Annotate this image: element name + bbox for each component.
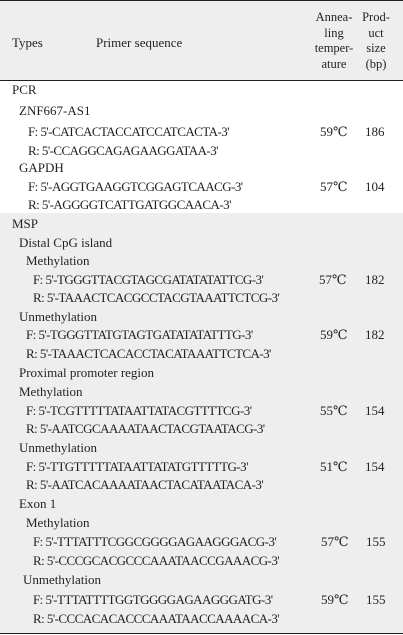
reverse-primer: R: 5'-AATCACAAAATAACTACATAATACA-3'	[26, 477, 264, 492]
header-rule	[0, 80, 403, 81]
pcr-section-label: PCR	[12, 82, 37, 97]
header-annealing-line: ling	[324, 25, 344, 40]
product-size: 104	[365, 179, 385, 194]
product-size: 155	[366, 534, 386, 549]
annealing-temperature: 57℃	[319, 272, 347, 287]
forward-primer: F: 5'-TGGGTTACGTAGCGATATATATTCG-3'	[33, 272, 264, 287]
forward-primer: F: 5'-AGGTGAAGGTCGGAGTCAACG-3'	[28, 179, 243, 194]
reverse-primer: R: 5'-CCAGGCAGAGAAGGATAA-3'	[28, 143, 218, 158]
forward-primer: F: 5'-TGGGTTATGTAGTGATATATATTTG-3'	[26, 327, 253, 342]
header-product-line: uct	[368, 25, 384, 40]
msp-section-label: MSP	[12, 216, 39, 231]
forward-primer: F: 5'-TTTATTTTGGTGGGGAGAAGGGATG-3'	[33, 592, 273, 607]
header-annealing-temperature	[309, 10, 359, 72]
region-name: Distal CpG island	[19, 235, 113, 250]
reverse-primer: R: 5'-TAAACTCACGCCTACGTAAATTCTCG-3'	[33, 290, 280, 305]
gene-name: GAPDH	[19, 160, 64, 175]
bottom-rule	[0, 633, 403, 634]
methylation-status: Unmethylation	[19, 309, 97, 324]
product-size: 186	[365, 124, 385, 139]
header-primer-sequence: Primer sequence	[96, 35, 183, 50]
methylation-status: Unmethylation	[23, 572, 101, 587]
annealing-temperature: 57℃	[321, 534, 349, 549]
header-product-line: Prod-	[362, 10, 390, 24]
region-name: Exon 1	[19, 496, 57, 511]
forward-primer: F: 5'-TTGTTTTTATAATTATATGTTTTTG-3'	[26, 459, 248, 474]
reverse-primer: R: 5'-CCCGCACGCCCAAATAACCGAAACG-3'	[33, 553, 280, 568]
header-types: Types	[12, 35, 43, 50]
annealing-temperature: 59℃	[321, 592, 349, 607]
annealing-temperature: 55℃	[320, 403, 348, 418]
annealing-temperature: 59℃	[320, 327, 348, 342]
product-size: 154	[365, 403, 385, 418]
reverse-primer: R: 5'-CCCACACACCCAAATAACCAAAACA-3'	[33, 611, 280, 626]
gene-name: ZNF667-AS1	[19, 103, 91, 118]
header-product-line: (bp)	[365, 56, 387, 71]
methylation-status: Methylation	[26, 253, 90, 268]
methylation-status: Methylation	[26, 515, 90, 530]
product-size: 155	[366, 592, 386, 607]
methylation-status: Unmethylation	[19, 440, 97, 455]
header-product-size	[361, 10, 391, 72]
header-product-line: size	[366, 41, 386, 55]
product-size: 182	[365, 272, 385, 287]
region-name: Proximal promoter region	[19, 365, 155, 380]
forward-primer: F: 5'-TTTATTTCGGCGGGGAGAAGGGACG-3'	[33, 534, 277, 549]
header-annealing-line: ature	[321, 56, 347, 71]
annealing-temperature: 57℃	[320, 179, 348, 194]
reverse-primer: R: 5'-TAAACTCACACCTACATAAATTCTCA-3'	[26, 346, 271, 361]
reverse-primer: R: 5'-AATCGCAAAATAACTACGTAATACG-3'	[26, 421, 265, 436]
product-size: 154	[365, 459, 385, 474]
methylation-status: Methylation	[19, 384, 83, 399]
header-annealing-line: temper-	[314, 41, 354, 55]
forward-primer: F: 5'-TCGTTTTTATAATTATACGTTTTCG-3'	[26, 403, 252, 418]
annealing-temperature: 59℃	[320, 124, 348, 139]
product-size: 182	[365, 327, 385, 342]
reverse-primer: R: 5'-AGGGGTCATTGATGGCAACA-3'	[28, 197, 231, 212]
header-annealing-line: Annea-	[315, 10, 353, 24]
forward-primer: F: 5'-CATCACTACCATCCATCACTA-3'	[28, 124, 229, 139]
top-rule	[0, 0, 403, 1]
annealing-temperature: 51℃	[320, 459, 348, 474]
